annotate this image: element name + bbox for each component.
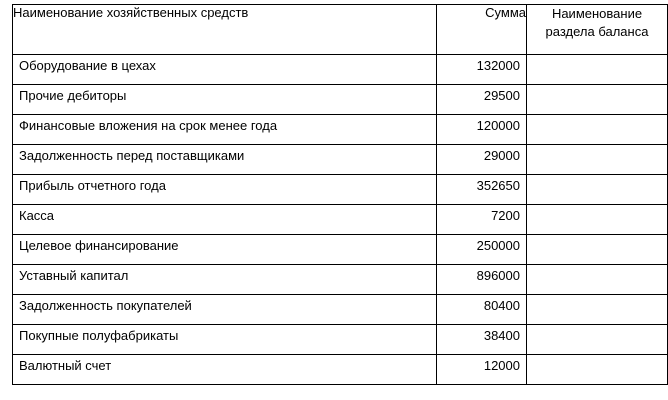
- row-sum: 7200: [437, 205, 527, 235]
- balance-table: [12, 4, 668, 385]
- row-section: [527, 55, 668, 85]
- header-sum: Сумма: [437, 5, 527, 55]
- table-body: [13, 55, 668, 385]
- row-section: [527, 205, 668, 235]
- table-row: [13, 145, 668, 175]
- row-name: Оборудование в цехах: [13, 55, 437, 85]
- table-row: [13, 265, 668, 295]
- row-name: Финансовые вложения на срок менее года: [13, 115, 437, 145]
- row-sum: 120000: [437, 115, 527, 145]
- row-section: [527, 115, 668, 145]
- table-row: [13, 175, 668, 205]
- row-name: Уставный капитал: [13, 265, 437, 295]
- row-sum: 80400: [437, 295, 527, 325]
- header-name: Наименование хозяйственных средств: [13, 5, 437, 55]
- table-row: [13, 235, 668, 265]
- row-sum: 29000: [437, 145, 527, 175]
- row-section: [527, 145, 668, 175]
- row-section: [527, 295, 668, 325]
- row-sum: 896000: [437, 265, 527, 295]
- row-section: [527, 235, 668, 265]
- row-section: [527, 175, 668, 205]
- row-name: Прочие дебиторы: [13, 85, 437, 115]
- row-section: [527, 325, 668, 355]
- row-name: Прибыль отчетного года: [13, 175, 437, 205]
- row-sum: 352650: [437, 175, 527, 205]
- header-section: [527, 5, 668, 55]
- row-section: [527, 85, 668, 115]
- row-sum: 132000: [437, 55, 527, 85]
- row-sum: 38400: [437, 325, 527, 355]
- header-section-line1: Наименование: [551, 6, 643, 21]
- row-name: Целевое финансирование: [13, 235, 437, 265]
- row-name: Покупные полуфабрикаты: [13, 325, 437, 355]
- row-name: Задолженность покупателей: [13, 295, 437, 325]
- row-sum: 12000: [437, 355, 527, 385]
- table-row: [13, 355, 668, 385]
- header-section-line2: раздела баланса: [545, 24, 649, 39]
- row-sum: 29500: [437, 85, 527, 115]
- table-row: [13, 115, 668, 145]
- row-name: Валютный счет: [13, 355, 437, 385]
- table-row: [13, 205, 668, 235]
- row-section: [527, 265, 668, 295]
- table-row: [13, 55, 668, 85]
- header-row: [13, 5, 668, 55]
- table-row: [13, 295, 668, 325]
- row-name: Касса: [13, 205, 437, 235]
- row-section: [527, 355, 668, 385]
- table-row: [13, 325, 668, 355]
- row-sum: 250000: [437, 235, 527, 265]
- table-row: [13, 85, 668, 115]
- row-name: Задолженность перед поставщиками: [13, 145, 437, 175]
